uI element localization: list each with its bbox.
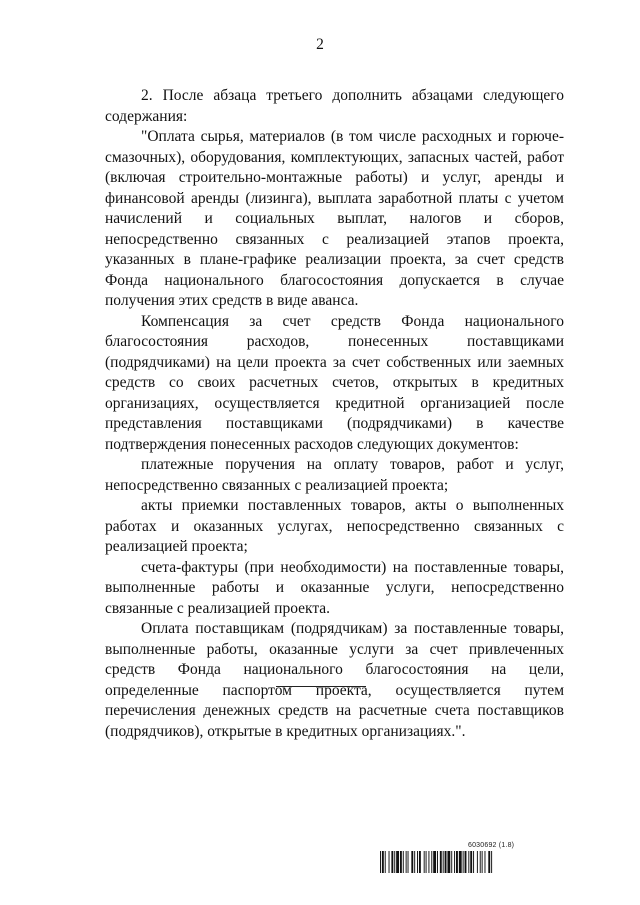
paragraph-invoices: счета-фактуры (при необходимости) на поставленные товары, выполненные работы и оказанные услуги, непосредственно связанные с реализацией проекта. xyxy=(105,558,564,617)
barcode-bar xyxy=(433,851,436,873)
barcode-bar xyxy=(447,851,450,873)
paragraph-payment-orders: платежные поручения на оплату товаров, работ и услуг, непосредственно связанных с реализацией проекта; xyxy=(105,456,564,494)
document-code: 6030692 (1.8) xyxy=(468,842,515,849)
barcode-bar xyxy=(424,851,425,873)
barcode-bar xyxy=(491,851,492,873)
barcode-bar xyxy=(382,851,384,873)
barcode xyxy=(380,851,586,873)
barcode-bar xyxy=(426,851,427,873)
barcode-bar xyxy=(456,851,458,873)
barcode-bar xyxy=(385,851,386,873)
paragraph-advance-payment: "Оплата сырья, материалов (в том числе расходных и горюче-смазочных), оборудования, комплектующих, запасных частей, работ (включая строительно-монтажные работы) и услуг, аренды и финансовой аренды (лизинга), выплата заработной платы с учетом начислений и социальных выплат, налогов и сборов, непосредственно связанных с реализацией этапов проекта, указанных в плане-графике реализации проекта, за счет средств Фонда национального благосостояния допускается в случае получения этих средств в виде аванса. xyxy=(105,128,564,309)
barcode-bar xyxy=(477,851,478,873)
barcode-bar xyxy=(400,851,402,873)
barcode-bar xyxy=(394,851,395,873)
barcode-bar xyxy=(482,851,483,873)
barcode-bar xyxy=(428,851,429,873)
barcode-bar xyxy=(443,851,444,873)
page-number: 2 xyxy=(316,36,324,53)
barcode-bar xyxy=(488,851,490,873)
barcode-bar xyxy=(465,851,467,873)
barcode-bar xyxy=(417,851,418,873)
barcode-bar xyxy=(431,851,432,873)
barcode-bar xyxy=(408,851,409,873)
barcode-bar xyxy=(403,851,404,873)
barcode-bar xyxy=(391,851,393,873)
barcode-bar xyxy=(468,851,469,873)
barcode-bar xyxy=(437,851,438,873)
paragraph-amendment-intro: 2. После абзаца третьего дополнить абзацами следующего содержания: xyxy=(105,87,564,125)
paragraph-acceptance-acts: акты приемки поставленных товаров, акты о выполненных работах и оказанных услугах, непосредственно связанных с реализацией проекта; xyxy=(105,497,564,555)
barcode-bar xyxy=(463,851,464,873)
barcode-bar xyxy=(406,851,407,873)
barcode-bar xyxy=(473,851,474,873)
barcode-bar xyxy=(445,851,447,873)
end-divider-line xyxy=(276,686,366,687)
barcode-bar xyxy=(480,851,481,873)
barcode-bar xyxy=(411,851,413,873)
document-body xyxy=(105,86,564,742)
barcode-bar xyxy=(380,851,381,873)
barcode-bar xyxy=(414,851,415,873)
barcode-bar xyxy=(454,851,455,873)
barcode-bar xyxy=(459,851,462,873)
barcode-bar xyxy=(396,851,399,873)
paragraph-compensation: Компенсация за счет средств Фонда национального благосостояния расходов, понесенных поставщиками (подрядчиками) на цели проекта за счет собственных или заемных средств со своих расчетных счетов, открытых в кредитных организациях, осуществляется кредитной организацией после представления поставщиками (подрядчиками) в качестве подтверждения понесенных расходов следующих документов: xyxy=(105,312,564,453)
barcode-bar xyxy=(470,851,472,873)
barcode-bar xyxy=(440,851,442,873)
barcode-bar xyxy=(485,851,486,873)
paragraph-supplier-payment: Оплата поставщикам (подрядчикам) за поставленные товары, выполненные работы, оказанные услуги за счет привлеченных средств Фонда национального благосостояния на цели, определенные паспортом проекта, осуществляется путем перечисления денежных средств на расчетные счета поставщиков (подрядчиков), открытые в кредитных организациях.". xyxy=(105,620,564,740)
barcode-bar xyxy=(419,851,421,873)
barcode-bar xyxy=(451,851,452,873)
barcode-bar xyxy=(389,851,390,873)
